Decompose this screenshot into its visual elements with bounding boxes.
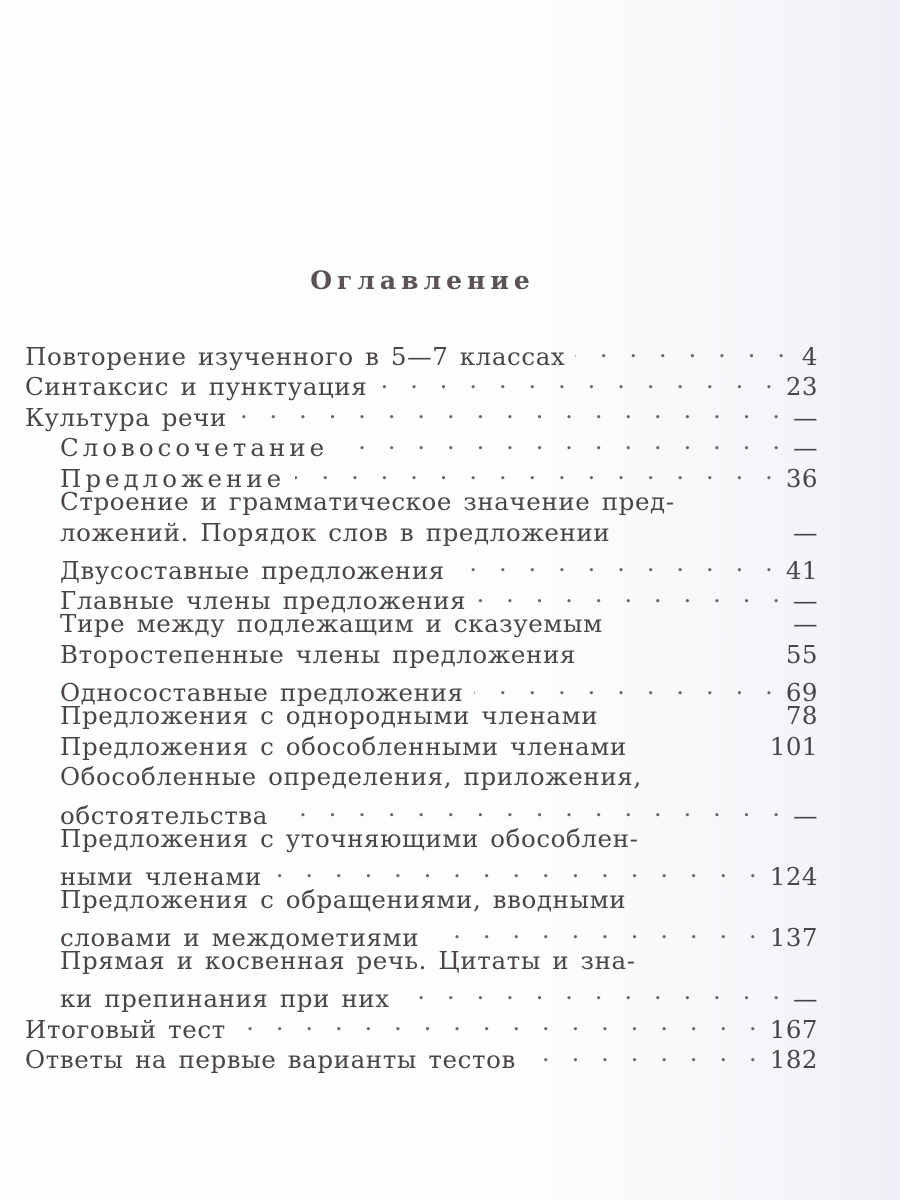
toc-entry-continuation	[25, 915, 818, 952]
toc-entry-page: —	[793, 609, 818, 639]
toc-entry-page: —	[793, 517, 818, 547]
toc-entry-page: 4	[801, 341, 818, 371]
toc-entry	[25, 1007, 818, 1044]
dot-leader	[278, 793, 787, 824]
toc-entry-page: 167	[769, 1014, 818, 1044]
toc-entry-label: Строение и грамматическое значение пред-	[60, 486, 675, 516]
toc-entry	[25, 426, 818, 463]
toc-entry	[25, 885, 818, 916]
toc-entry	[25, 579, 818, 616]
toc-entry-label-continuation: ными членами	[60, 861, 262, 891]
toc-entry	[25, 334, 818, 371]
dot-leader	[237, 395, 787, 426]
toc-entry-label: Предложения с обращениями, вводными	[60, 884, 627, 914]
dot-leader	[272, 854, 764, 885]
toc-entry-label: Предложения с уточняющими обособлен-	[60, 823, 639, 853]
toc-entry-page: 78	[785, 701, 818, 731]
toc-entry	[25, 395, 818, 432]
dot-leader	[526, 1038, 764, 1069]
toc-entry-page: 41	[785, 555, 818, 585]
toc-entry-label: Словосочетание	[60, 433, 329, 463]
toc-entry-page: —	[793, 402, 818, 432]
toc-entry-page: 137	[769, 922, 818, 952]
toc-entry-page: —	[793, 586, 818, 616]
toc-entry	[25, 732, 818, 763]
dot-leader	[400, 976, 787, 1007]
dot-leader	[236, 1007, 764, 1038]
toc-entry-label: Ответы на первые варианты тестов	[25, 1045, 516, 1075]
toc-entry-continuation	[25, 518, 818, 549]
toc-entry-label: Культура речи	[25, 402, 227, 432]
toc-entry-page: 124	[769, 861, 818, 891]
dot-leader	[377, 365, 780, 396]
toc-entry-page: 182	[769, 1045, 818, 1075]
toc-entry-page: 36	[785, 463, 818, 493]
toc-entry-label-continuation: обстоятельства	[60, 800, 269, 830]
toc-entry-label: Второстепенные члены предложения	[60, 639, 576, 669]
toc-entry	[25, 609, 818, 640]
toc-entry-label: Предложение	[60, 463, 286, 493]
toc-entry	[25, 701, 818, 732]
toc-entry	[25, 824, 818, 855]
toc-entry-label: Синтаксис и пунктуация	[25, 372, 368, 402]
toc-entry-label: Односоставные предложения	[60, 678, 464, 708]
toc-entry-label: Предложения с однородными членами	[60, 701, 599, 731]
toc-entry-page: 23	[785, 372, 818, 402]
toc-entry-label: Повторение изученного в 5—7 классах	[25, 341, 566, 371]
page-title: Оглавление	[310, 266, 535, 295]
toc-entry-page: —	[793, 984, 818, 1014]
toc-entry-label: Обособленные определения, приложения,	[60, 762, 642, 792]
toc-entry-label-continuation: ки препинания при них	[60, 984, 390, 1014]
toc-entry-continuation	[25, 976, 818, 1014]
toc-entry	[25, 548, 818, 585]
dot-leader	[295, 456, 780, 487]
table-of-contents	[25, 334, 818, 1075]
toc-entry-label: Прямая и косвенная речь. Цитаты и зна-	[60, 945, 636, 975]
dot-leader	[338, 426, 787, 457]
toc-entry	[25, 640, 818, 671]
toc-entry-continuation	[25, 854, 818, 891]
toc-entry-page: —	[793, 433, 818, 463]
dot-leader	[575, 334, 792, 365]
toc-entry-page: —	[793, 800, 818, 830]
dot-leader	[476, 579, 787, 610]
toc-entry-label-continuation: ложений. Порядок слов в предложении	[60, 517, 611, 547]
toc-entry-label: Предложения с обособленными членами	[60, 731, 627, 761]
toc-entry-label: Тире между подлежащим и сказуемым	[60, 609, 603, 639]
toc-entry	[25, 1038, 818, 1075]
toc-entry-label: Главные члены предложения	[60, 586, 467, 616]
toc-entry-page: 55	[785, 639, 818, 669]
toc-entry-page: 69	[785, 678, 818, 708]
toc-entry-page: 101	[769, 731, 818, 761]
toc-entry	[25, 365, 818, 402]
toc-entry	[25, 456, 818, 493]
toc-entry	[25, 946, 818, 977]
toc-entry	[25, 671, 818, 708]
toc-entry-label-continuation: словами и междометиями	[60, 922, 420, 952]
dot-leader	[429, 915, 764, 946]
toc-entry-label: Двусоставные предложения	[60, 555, 445, 585]
toc-entry	[25, 762, 818, 793]
dot-leader	[474, 671, 780, 702]
toc-entry-label: Итоговый тест	[25, 1014, 226, 1044]
toc-entry-continuation	[25, 793, 818, 830]
dot-leader	[455, 548, 780, 579]
toc-entry	[25, 487, 818, 518]
